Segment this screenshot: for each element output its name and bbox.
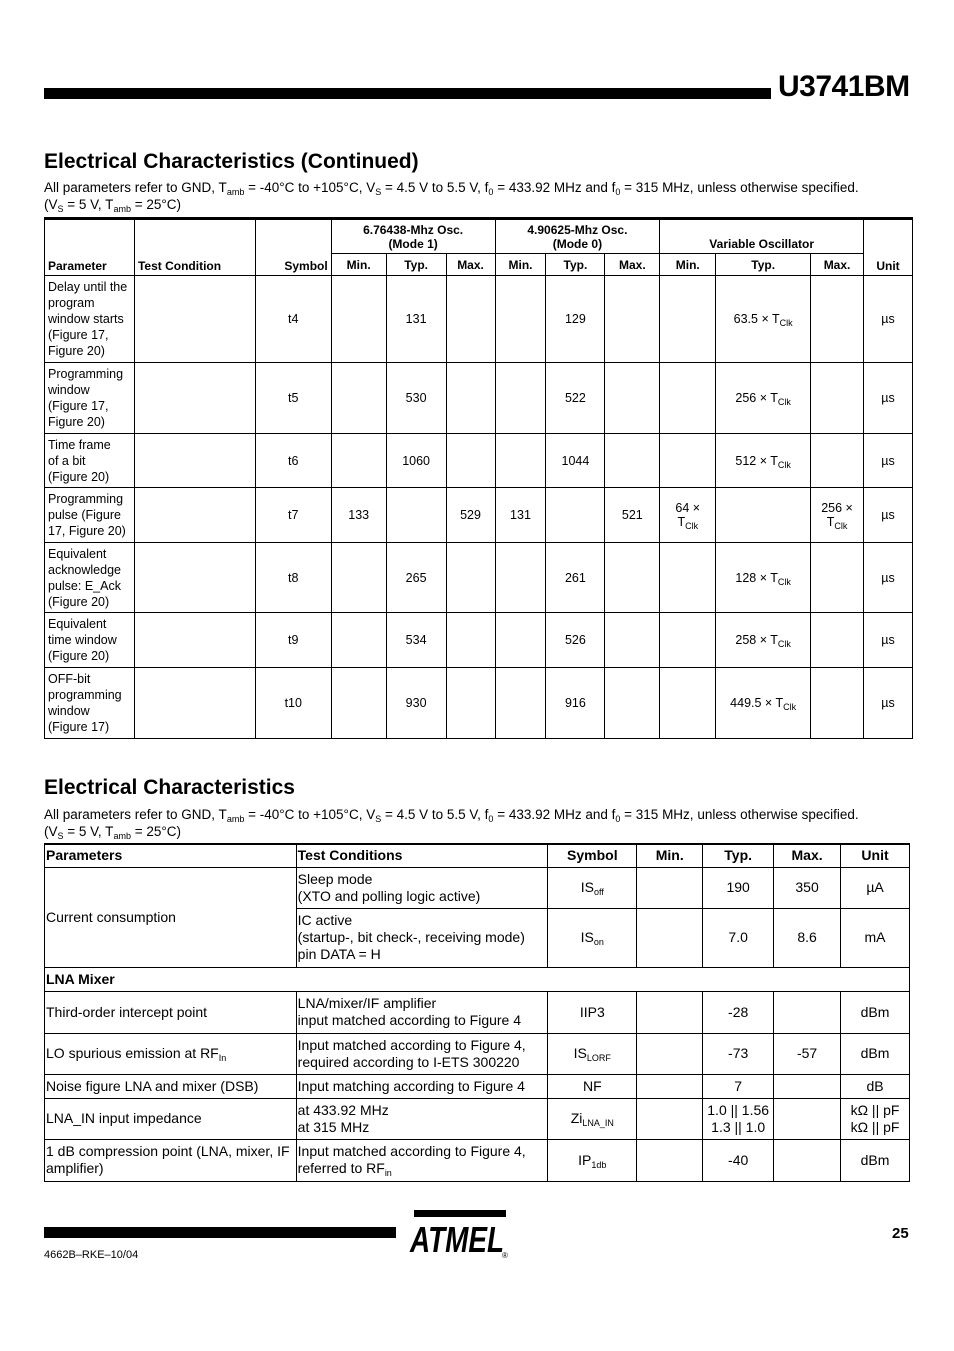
param-current-consumption: Current consumption <box>45 867 297 967</box>
unit-cell: dBm <box>841 1033 910 1074</box>
test-condition-cell <box>134 363 255 434</box>
col-m0-typ: Typ. <box>546 254 605 276</box>
m0-min-cell <box>495 434 546 488</box>
svg-text:ATMEL: ATMEL <box>409 1219 504 1260</box>
typ-cell: 7.0 <box>703 908 774 967</box>
header-rule <box>44 88 771 99</box>
unit-cell: µs <box>864 488 913 543</box>
table-row <box>45 1098 910 1139</box>
unit-cell: µA <box>841 867 910 908</box>
param-cell: OFF-bit programming window (Figure 17) <box>45 668 135 739</box>
col-m1-max: Max. <box>446 254 495 276</box>
unit-cell: µs <box>864 613 913 668</box>
m0-min-cell <box>495 363 546 434</box>
page-number: 25 <box>892 1225 909 1242</box>
param-cell: Equivalent acknowledge pulse: E_Ack (Figure 20) <box>45 543 135 613</box>
v-min-cell <box>660 434 716 488</box>
cond-lo-spurious: Input matched according to Figure 4, required according to I-ETS 300220 <box>296 1033 548 1074</box>
m1-min-cell <box>331 363 386 434</box>
param-cell: Equivalent time window (Figure 20) <box>45 613 135 668</box>
v-typ-cell <box>716 488 811 543</box>
param-cell: Programming pulse (Figure 17, Figure 20) <box>45 488 135 543</box>
table-row <box>45 613 913 668</box>
col-group-variable-osc: Variable Oscillator <box>660 219 864 254</box>
electrical-table <box>44 843 910 1182</box>
unit-cell: dBm <box>841 991 910 1033</box>
param-lo-spurious: LO spurious emission at $RF_{In}$ <box>45 1033 297 1074</box>
unit-cell: µs <box>864 276 913 363</box>
param-lna-in-impedance: LNA_IN input impedance <box>45 1098 297 1139</box>
test-condition-cell <box>134 543 255 613</box>
col-min: Min. <box>637 844 703 867</box>
m1-typ-cell: 131 <box>386 276 446 363</box>
document-number: 4662B–RKE–10/04 <box>44 1249 139 1261</box>
m1-min-cell <box>331 434 386 488</box>
max-cell <box>774 1074 841 1098</box>
param-1db-compression: 1 dB compression point (LNA, mixer, IF amplifier) <box>45 1139 297 1181</box>
v-min-cell <box>660 668 716 739</box>
table-row <box>45 867 910 908</box>
v-max-cell <box>811 668 864 739</box>
m1-min-cell <box>331 668 386 739</box>
test-condition-cell <box>134 276 255 363</box>
group-lna-mixer: LNA Mixer <box>45 967 910 991</box>
unit-cell: µs <box>864 434 913 488</box>
v-typ-cell: $449.5 \times T_{Clk}$ <box>716 668 811 739</box>
timing-table <box>44 217 913 739</box>
param-iip3: Third-order intercept point <box>45 991 297 1033</box>
max-cell <box>774 1098 841 1139</box>
m0-max-cell <box>605 668 660 739</box>
m0-min-cell <box>495 668 546 739</box>
table-row <box>45 1139 910 1181</box>
typ-cell: -28 <box>703 991 774 1033</box>
col-v-typ: Typ. <box>716 254 811 276</box>
m0-max-cell <box>605 543 660 613</box>
m1-typ-cell: 534 <box>386 613 446 668</box>
v-min-cell <box>660 543 716 613</box>
min-cell <box>637 991 703 1033</box>
col-typ: Typ. <box>703 844 774 867</box>
param-noise-figure: Noise figure LNA and mixer (DSB) <box>45 1074 297 1098</box>
col-v-min: Min. <box>660 254 716 276</box>
col-parameters: Parameters <box>45 844 297 867</box>
unit-cell: µs <box>864 543 913 613</box>
table-row <box>45 668 913 739</box>
m1-min-cell <box>331 613 386 668</box>
typ-cell: 7 <box>703 1074 774 1098</box>
max-cell: 8.6 <box>774 908 841 967</box>
v-min-cell <box>660 363 716 434</box>
cond-sleep: Sleep mode (XTO and polling logic active) <box>296 867 548 908</box>
max-cell: -57 <box>774 1033 841 1074</box>
v-typ-cell: $63.5 \times T_{Clk}$ <box>716 276 811 363</box>
typ-cell: 190 <box>703 867 774 908</box>
table-row <box>45 1033 910 1074</box>
col-symbol: Symbol <box>548 844 637 867</box>
table-row <box>45 967 910 991</box>
atmel-logo <box>408 1208 512 1265</box>
col-m1-min: Min. <box>331 254 386 276</box>
m0-typ-cell: 1044 <box>546 434 605 488</box>
symbol-iip3: IIP3 <box>548 991 637 1033</box>
max-cell: 350 <box>774 867 841 908</box>
table-row <box>45 434 913 488</box>
param-cell: Time frame of a bit (Figure 20) <box>45 434 135 488</box>
m0-typ-cell: 526 <box>546 613 605 668</box>
min-cell <box>637 1033 703 1074</box>
symbol-isoff: $IS_{off}$ <box>548 867 637 908</box>
section2-title: Electrical Characteristics <box>44 776 295 799</box>
v-typ-cell: $512 \times T_{Clk}$ <box>716 434 811 488</box>
m0-max-cell <box>605 613 660 668</box>
table-row <box>45 363 913 434</box>
table-row <box>45 543 913 613</box>
m1-max-cell <box>446 363 495 434</box>
col-m0-max: Max. <box>605 254 660 276</box>
m1-typ-cell <box>386 488 446 543</box>
test-condition-cell <box>134 613 255 668</box>
m1-max-cell: 529 <box>446 488 495 543</box>
symbol-nf: NF <box>548 1074 637 1098</box>
section1-title: Electrical Characteristics (Continued) <box>44 150 419 173</box>
m1-typ-cell: 1060 <box>386 434 446 488</box>
symbol-cell: t9 <box>255 613 331 668</box>
min-cell <box>637 1139 703 1181</box>
section2-conditions: All parameters refer to GND, $T_{amb} = -40^\circ C$ to +105°C, $V_S = 4.5$ V to 5.5 V, $f_0 = 433.92$ MHz and $f_0 = 315$ MHz, unless otherwise specified. ($V_S = 5$ V, $T_{amb} = 25^\circ C$) <box>44 807 859 841</box>
m1-min-cell <box>331 276 386 363</box>
symbol-islorf: $IS_{LORF}$ <box>548 1033 637 1074</box>
m0-typ-cell: 916 <box>546 668 605 739</box>
m0-max-cell <box>605 276 660 363</box>
unit-cell: kΩ || pF kΩ || pF <box>841 1098 910 1139</box>
col-v-max: Max. <box>811 254 864 276</box>
atmel-logo-icon <box>408 1208 512 1260</box>
table-row <box>45 276 913 363</box>
param-cell: Programming window (Figure 17, Figure 20) <box>45 363 135 434</box>
symbol-cell: t10 <box>255 668 331 739</box>
col-m0-min: Min. <box>495 254 546 276</box>
col-m1-typ: Typ. <box>386 254 446 276</box>
symbol-cell: t8 <box>255 543 331 613</box>
col-test-condition: Test Condition <box>134 219 255 276</box>
m1-min-cell <box>331 543 386 613</box>
test-condition-cell <box>134 488 255 543</box>
unit-cell: µs <box>864 363 913 434</box>
v-typ-cell: $128 \times T_{Clk}$ <box>716 543 811 613</box>
m1-max-cell <box>446 613 495 668</box>
v-typ-cell: $258 \times T_{Clk}$ <box>716 613 811 668</box>
section1-conditions: All parameters refer to GND, $T_{amb} = -40^\circ C$ to +105°C, $V_S = 4.5$ V to 5.5 V, $f_0 = 433.92$ MHz and $f_0 = 315$ MHz, unless otherwise specified. ($V_S = 5$ V, $T_{amb} = 25^\circ C$) <box>44 180 859 214</box>
m1-typ-cell: 265 <box>386 543 446 613</box>
col-unit: Unit <box>864 219 913 276</box>
m0-max-cell <box>605 363 660 434</box>
unit-cell: mA <box>841 908 910 967</box>
table-row <box>45 488 913 543</box>
m0-max-cell: 521 <box>605 488 660 543</box>
typ-cell: -73 <box>703 1033 774 1074</box>
unit-cell: µs <box>864 668 913 739</box>
v-max-cell <box>811 543 864 613</box>
col-symbol: Symbol <box>255 219 331 276</box>
m1-typ-cell: 930 <box>386 668 446 739</box>
m1-max-cell <box>446 434 495 488</box>
symbol-ison: $IS_{on}$ <box>548 908 637 967</box>
min-cell <box>637 1098 703 1139</box>
symbol-zi: $Zi_{LNA\_IN}$ <box>548 1098 637 1139</box>
max-cell <box>774 1139 841 1181</box>
v-max-cell <box>811 613 864 668</box>
cond-active: IC active (startup-, bit check-, receiving mode) pin DATA = H <box>296 908 548 967</box>
v-min-cell: 64 × $T_{Clk}$ <box>660 488 716 543</box>
m0-min-cell <box>495 543 546 613</box>
symbol-cell: t6 <box>255 434 331 488</box>
table-row <box>45 991 910 1033</box>
min-cell <box>637 867 703 908</box>
m1-max-cell <box>446 543 495 613</box>
symbol-cell: t5 <box>255 363 331 434</box>
svg-text:®: ® <box>502 1251 508 1260</box>
max-cell <box>774 991 841 1033</box>
col-group-osc-mode1: 6.76438-Mhz Osc. (Mode 1) <box>331 219 495 254</box>
cond-lna-in-impedance: at 433.92 MHz at 315 MHz <box>296 1098 548 1139</box>
m0-typ-cell <box>546 488 605 543</box>
min-cell <box>637 908 703 967</box>
m1-min-cell: 133 <box>331 488 386 543</box>
col-max: Max. <box>774 844 841 867</box>
document-title: U3741BM <box>778 70 910 103</box>
footer-rule <box>44 1227 396 1238</box>
typ-cell: -40 <box>703 1139 774 1181</box>
m1-typ-cell: 530 <box>386 363 446 434</box>
symbol-ip1db: $IP_{1db}$ <box>548 1139 637 1181</box>
m0-min-cell: 131 <box>495 488 546 543</box>
col-test-conditions: Test Conditions <box>296 844 548 867</box>
v-typ-cell: $256 \times T_{Clk}$ <box>716 363 811 434</box>
col-unit: Unit <box>841 844 910 867</box>
col-parameter: Parameter <box>45 219 135 276</box>
param-cell: Delay until the program window starts (Figure 17, Figure 20) <box>45 276 135 363</box>
table-row <box>45 1074 910 1098</box>
cond-1db-compression: Input matched according to Figure 4, referred to $RF_{in}$ <box>296 1139 548 1181</box>
v-min-cell <box>660 276 716 363</box>
symbol-cell: t4 <box>255 276 331 363</box>
m0-typ-cell: 261 <box>546 543 605 613</box>
m1-max-cell <box>446 276 495 363</box>
cond-iip3: LNA/mixer/IF amplifier input matched according to Figure 4 <box>296 991 548 1033</box>
unit-cell: dBm <box>841 1139 910 1181</box>
v-max-cell <box>811 276 864 363</box>
m0-min-cell <box>495 613 546 668</box>
cond-noise-figure: Input matching according to Figure 4 <box>296 1074 548 1098</box>
m0-typ-cell: 522 <box>546 363 605 434</box>
unit-cell: dB <box>841 1074 910 1098</box>
test-condition-cell <box>134 434 255 488</box>
col-group-osc-mode0: 4.90625-Mhz Osc. (Mode 0) <box>495 219 660 254</box>
v-max-cell <box>811 434 864 488</box>
m0-min-cell <box>495 276 546 363</box>
min-cell <box>637 1074 703 1098</box>
v-max-cell <box>811 363 864 434</box>
test-condition-cell <box>134 668 255 739</box>
m1-max-cell <box>446 668 495 739</box>
symbol-cell: t7 <box>255 488 331 543</box>
typ-cell: 1.0 || 1.56 1.3 || 1.0 <box>703 1098 774 1139</box>
m0-typ-cell: 129 <box>546 276 605 363</box>
v-min-cell <box>660 613 716 668</box>
m0-max-cell <box>605 434 660 488</box>
v-max-cell: 256 × $T_{Clk}$ <box>811 488 864 543</box>
